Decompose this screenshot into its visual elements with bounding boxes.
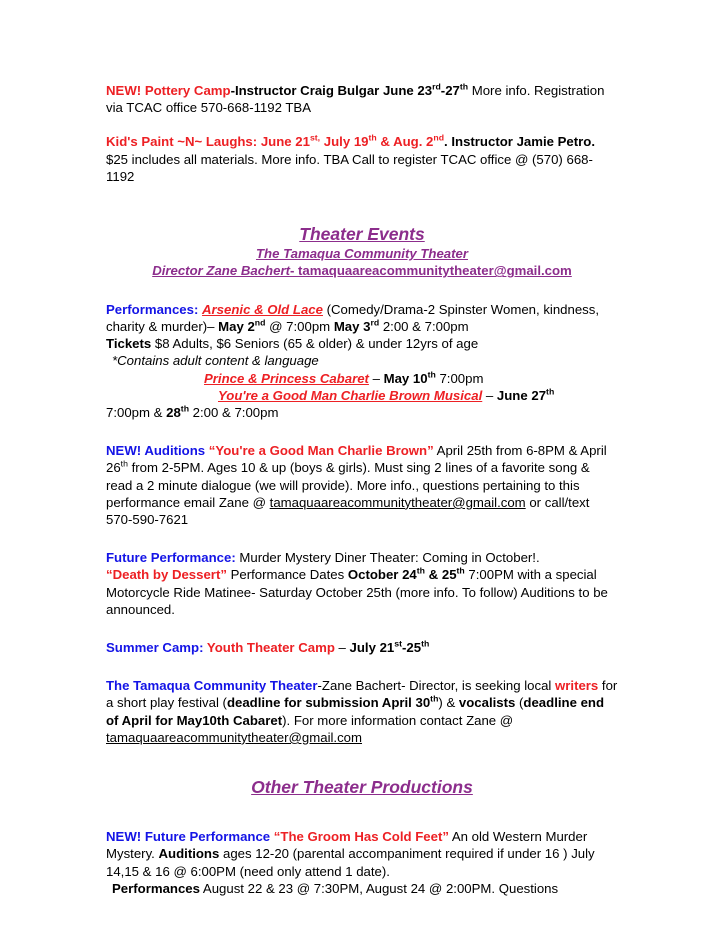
kids-paint-sup-1: st, <box>309 133 321 144</box>
seeking-writers: writers <box>555 678 599 694</box>
kids-paint-tail: $25 includes all materials. More info. TBA Call to register TCAC office @ (570) 668-1192 <box>106 151 593 184</box>
spacer <box>106 185 618 223</box>
seeking-deadline-2: deadline end of April for May10th Cabaret <box>106 695 605 728</box>
summer-camp-date-1: July 21 <box>349 640 395 656</box>
cabaret-date-sup: th <box>427 369 436 380</box>
groom-auditions-label: Auditions <box>158 846 220 862</box>
cabaret-time: 7:00pm <box>435 370 484 386</box>
performances-date-2-sup: rd <box>370 317 380 328</box>
show-title-charlie-brown-musical: You're a Good Man Charlie Brown Musical <box>218 387 483 403</box>
show-title-groom-has-cold-feet: “The Groom Has Cold Feet” <box>270 829 449 845</box>
spacer <box>106 798 618 828</box>
show-title-prince-and-princess-cabaret: Prince & Princess Cabaret <box>204 370 369 386</box>
performances-time-2: 2:00 & 7:00pm <box>379 319 469 335</box>
death-by-dessert-date-join: & <box>425 567 442 583</box>
paragraph-groom-has-cold-feet <box>106 828 618 880</box>
musical-time: 7:00pm & <box>106 405 167 421</box>
show-title-death-by-dessert: “Death by Dessert” <box>106 567 227 583</box>
summer-camp-date-1-sup: st <box>394 638 403 649</box>
tickets-text: $8 Adults, $6 Seniors (65 & older) & under 12yrs of age <box>151 336 479 352</box>
cabaret-dash: – <box>368 370 384 386</box>
musical-date-2: 28 <box>166 405 181 421</box>
pottery-camp-mid: -27 <box>440 83 460 98</box>
auditions-text-2: from 2-5PM. Ages 10 & up (boys & girls). Must sing 2 lines of a favorite song & read a 2 minute dialogue (we will provide). More info., questions pertaining to this performance email Zane @ <box>106 460 590 510</box>
seeking-text-2: for a short play festival ( <box>106 678 618 711</box>
paragraph-death-by-dessert <box>106 566 618 618</box>
groom-text-1: An old Western Murder Mystery. <box>106 829 588 862</box>
performances-time-1: @ 7:00pm <box>265 319 334 335</box>
spacer <box>106 656 618 677</box>
groom-text-3: August 22 & 23 @ 7:30PM, August 24 @ 2:00PM. Questions <box>199 880 559 896</box>
seeking-text-1: -Zane Bachert- Director, is seeking local <box>317 678 556 694</box>
kids-paint-sup-2: th <box>368 133 377 144</box>
document-body <box>106 82 618 897</box>
future-performance-label: Future Performance: <box>106 550 236 566</box>
death-by-dessert-text-3: 7:00PM with a special Motorcycle Ride Matinee- Saturday October 25th (more info. To follow) Auditions to be announced. <box>106 567 608 617</box>
paragraph-pottery-camp <box>106 82 618 116</box>
performances-date-1-sup: nd <box>254 317 266 328</box>
show-title-arsenic-and-old-lace: Arsenic & Old Lace <box>202 301 323 317</box>
death-by-dessert-date-1-sup: th <box>416 566 425 577</box>
seeking-deadline-1-sup: th <box>430 694 439 705</box>
performances-date-1: May 2 <box>218 319 255 335</box>
paragraph-future-performance <box>106 549 618 566</box>
seeking-email-link[interactable]: tamaquaareacommunitytheater@gmail.com <box>106 729 363 745</box>
musical-time-2: 2:00 & 7:00pm <box>189 405 279 421</box>
groom-text-2: ages 12-20 (parental accompaniment required if under 16 ) July 14,15 & 16 @ 6:00PM (need only attend 1 date). <box>106 846 595 879</box>
death-by-dessert-date-1: October 24 <box>347 567 417 583</box>
paragraph-content-warning <box>106 352 618 369</box>
auditions-label: NEW! Auditions <box>106 443 206 459</box>
death-by-dessert-date-2-sup: th <box>456 566 465 577</box>
pottery-camp-sup-2: th <box>459 81 469 92</box>
paragraph-charlie-brown-times <box>106 404 618 421</box>
paragraph-tickets <box>106 335 618 352</box>
kids-paint-lead-label: Kid's Paint ~N~ Laughs: June 21 <box>106 134 310 150</box>
summer-camp-name: Youth Theater Camp <box>203 640 335 656</box>
musical-date-sup: th <box>546 386 555 397</box>
spacer <box>106 421 618 442</box>
kids-paint-instructor: . Instructor Jamie Petro. <box>444 134 595 150</box>
summer-camp-date-join: -25 <box>402 640 422 656</box>
heading-other-theater-productions: Other Theater Productions <box>251 777 473 798</box>
summer-camp-label: Summer Camp: <box>106 640 204 656</box>
groom-performances-label: Performances <box>112 880 200 896</box>
spacer <box>106 116 618 133</box>
auditions-show-title: “You're a Good Man Charlie Brown” <box>205 443 434 459</box>
paragraph-groom-performances <box>106 880 618 897</box>
auditions-email-link[interactable]: tamaquaareacommunitytheater@gmail.com <box>269 494 526 510</box>
performances-label: Performances: <box>106 301 199 317</box>
spacer <box>106 746 618 776</box>
death-by-dessert-text-2: Performance Dates <box>226 567 348 583</box>
performances-description: (Comedy/Drama-2 Spinster Women, kindness, charity & murder)– <box>106 301 600 335</box>
heading-theater-events: Theater Events <box>299 224 425 245</box>
director-email[interactable]: - tamaquaareacommunitytheater@gmail.com <box>289 263 572 279</box>
musical-dash: – <box>482 387 497 403</box>
kids-paint-lead-label-2: July 19 <box>320 134 369 150</box>
musical-date-2-sup: th <box>180 403 190 414</box>
seeking-org-label: The Tamaqua Community Theater <box>106 678 318 694</box>
kids-paint-sup-3: nd <box>433 133 445 144</box>
spacer <box>106 618 618 639</box>
cabaret-date: May 10 <box>383 370 428 386</box>
auditions-text-1: April 25th from 6-8PM & April 26 <box>106 443 607 476</box>
seeking-vocalists: vocalists <box>458 695 516 711</box>
pottery-camp-lead-label: NEW! Pottery Camp <box>106 83 231 98</box>
future-performance-text-1: Murder Mystery Diner Theater: Coming in October!. <box>235 550 540 566</box>
seeking-deadline-1: deadline for submission April 30 <box>226 695 431 711</box>
summer-camp-date-2-sup: th <box>421 638 430 649</box>
seeking-text-5: ). For more information contact Zane @ <box>282 712 514 728</box>
auditions-sup-1: th <box>120 459 128 470</box>
content-warning-text: *Contains adult content & language <box>112 353 319 369</box>
pottery-camp-bold-run: -Instructor Craig Bulgar June 23 <box>230 83 433 98</box>
heading-theater-director <box>106 262 618 279</box>
spacer <box>106 528 618 549</box>
paragraph-kids-paint <box>106 133 618 185</box>
heading-theater-org: The Tamaqua Community Theater <box>255 246 468 262</box>
pottery-camp-tail: More info. Registration via TCAC office 570-668-1192 TBA <box>106 83 605 116</box>
paragraph-charlie-brown-musical <box>106 387 618 404</box>
paragraph-performances <box>106 301 618 335</box>
pottery-camp-sup-1: rd <box>432 81 441 92</box>
paragraph-auditions <box>106 442 618 528</box>
spacer <box>106 280 618 301</box>
death-by-dessert-date-2: 25 <box>441 567 457 583</box>
auditions-text-3: or call/text 570-590-7621 <box>106 494 590 528</box>
summer-camp-dash: – <box>334 640 350 656</box>
musical-date: June 27 <box>496 387 547 403</box>
seeking-text-4: ( <box>515 695 524 711</box>
kids-paint-lead-label-3: & Aug. 2 <box>376 134 434 150</box>
performances-date-2: May 3 <box>333 319 371 335</box>
paragraph-seeking <box>106 677 618 746</box>
tickets-label: Tickets <box>106 336 152 352</box>
director-label: Director Zane Bachert <box>152 263 290 279</box>
seeking-text-3: ) & <box>438 695 459 711</box>
paragraph-summer-camp <box>106 639 618 656</box>
groom-label: NEW! Future Performance <box>106 829 271 845</box>
paragraph-cabaret <box>106 370 618 387</box>
